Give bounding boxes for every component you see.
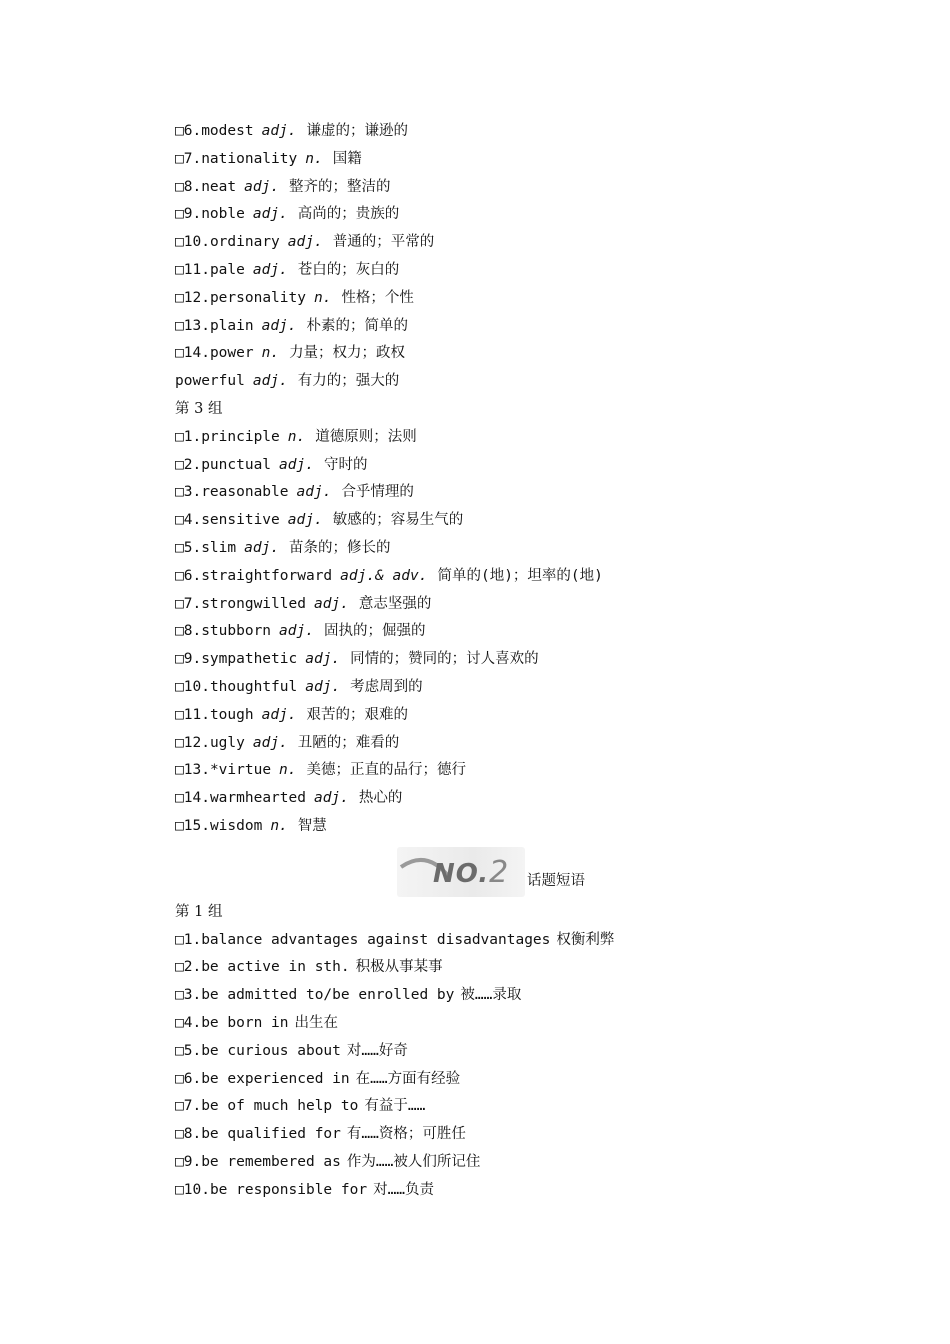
item-number: 1.: [183, 931, 202, 948]
part-of-speech: n.: [270, 817, 288, 834]
vocab-word: wisdom: [209, 817, 263, 834]
checkbox-icon: □: [175, 931, 184, 948]
item-number: 8.: [183, 1126, 202, 1143]
part-of-speech: adj.: [261, 317, 297, 334]
checkbox-icon: □: [175, 706, 184, 723]
meaning: 对……好奇: [346, 1042, 408, 1059]
part-of-speech: adj.: [252, 206, 288, 223]
checkbox-icon: □: [175, 651, 184, 668]
checkbox-icon: □: [175, 261, 184, 278]
phrase-item: [175, 927, 875, 955]
checkbox-icon: □: [175, 987, 184, 1004]
vocab-item: [175, 174, 875, 202]
meaning: 对……负责: [373, 1181, 435, 1198]
checkbox-icon: □: [175, 512, 184, 529]
meaning: 有益于……: [364, 1098, 426, 1115]
meaning: 高尚的；贵族的: [297, 206, 400, 223]
group-title: 第 3 组: [175, 400, 223, 417]
meaning: 性格；个性: [341, 289, 414, 306]
item-number: 11.: [183, 261, 210, 278]
phrase-text: be born in: [201, 1014, 289, 1031]
part-of-speech: adj.: [296, 484, 332, 501]
checkbox-icon: □: [175, 1042, 184, 1059]
checkbox-icon: □: [175, 790, 184, 807]
checkbox-icon: □: [175, 539, 184, 556]
vocab-word: plain: [209, 317, 254, 334]
item-number: 12.: [183, 289, 210, 306]
part-of-speech: adj.: [261, 706, 297, 723]
phrase-text: be responsible for: [209, 1181, 368, 1198]
meaning: 积极从事某事: [355, 959, 443, 976]
item-number: 11.: [183, 706, 210, 723]
vocab-item: [175, 479, 875, 507]
checkbox-icon: □: [175, 817, 184, 834]
item-number: 12.: [183, 734, 210, 751]
vocabulary-list-group2: [175, 118, 875, 396]
checkbox-icon: □: [175, 317, 184, 334]
vocab-item: [175, 424, 875, 452]
item-number: 9.: [183, 206, 202, 223]
vocab-word: power: [209, 345, 254, 362]
vocab-item: [175, 785, 875, 813]
checkbox-icon: □: [175, 595, 184, 612]
meaning: 苍白的；灰白的: [297, 261, 400, 278]
meaning: 艰苦的；艰难的: [306, 706, 409, 723]
meaning: 在……方面有经验: [355, 1070, 461, 1087]
phrase-item: [175, 1149, 875, 1177]
checkbox-icon: □: [175, 1070, 184, 1087]
part-of-speech: n.: [287, 428, 306, 445]
item-number: 1.: [183, 428, 202, 445]
meaning: 美德；正直的品行；德行: [306, 762, 467, 779]
part-of-speech: n.: [305, 150, 323, 167]
phrase-item: [175, 1093, 875, 1121]
part-of-speech: adj.: [261, 123, 297, 139]
checkbox-icon: □: [175, 1098, 184, 1115]
item-number: 2.: [183, 959, 202, 976]
item-number: 10.: [183, 1181, 210, 1198]
checkbox-icon: □: [175, 762, 184, 779]
checkbox-icon: □: [175, 123, 184, 139]
phrase-text: be admitted to/be enrolled by: [201, 987, 455, 1004]
item-number: 9.: [183, 1153, 202, 1170]
item-number: 8.: [183, 623, 202, 640]
item-number: 14.: [183, 790, 210, 807]
meaning: 作为……被人们所记住: [346, 1153, 481, 1170]
vocab-word: ordinary: [209, 234, 280, 251]
checkbox-icon: □: [175, 1181, 184, 1198]
vocab-word: reasonable: [201, 484, 289, 501]
phrase-text: be experienced in: [201, 1070, 350, 1087]
checkbox-icon: □: [175, 234, 184, 251]
meaning: 同情的；赞同的；讨人喜欢的: [350, 651, 539, 668]
checkbox-icon: □: [175, 1014, 184, 1031]
phrase-text: be active in sth.: [201, 959, 350, 976]
vocab-item: [175, 229, 875, 257]
item-number: 6.: [183, 1070, 202, 1087]
meaning: 有力的；强大的: [297, 373, 400, 390]
vocab-word: personality: [209, 289, 306, 306]
vocab-word: modest: [201, 123, 254, 139]
vocab-word: strongwilled: [201, 595, 306, 612]
vocab-word: tough: [209, 706, 254, 723]
vocab-item: [175, 813, 875, 841]
vocab-item: [175, 340, 875, 368]
meaning: 热心的: [358, 790, 403, 807]
meaning: 考虑周到的: [350, 678, 423, 695]
document-page: [175, 118, 875, 1204]
item-number: 7.: [183, 595, 202, 612]
vocabulary-list-group3: [175, 424, 875, 841]
vocab-word: sympathetic: [201, 651, 298, 668]
checkbox-icon: □: [175, 178, 184, 195]
meaning: 丑陋的；难看的: [297, 734, 400, 751]
group-title: 第 1 组: [175, 903, 223, 920]
meaning: 权衡利弊: [556, 931, 615, 948]
meaning: 道德原则；法则: [315, 428, 417, 445]
item-number: 4.: [183, 1014, 202, 1031]
item-number: 13.: [183, 762, 210, 779]
checkbox-icon: □: [175, 345, 184, 362]
phrase-item: [175, 982, 875, 1010]
meaning: 合乎情理的: [341, 484, 414, 501]
phrase-text: be curious about: [201, 1042, 341, 1059]
part-of-speech: adj.: [287, 234, 323, 251]
meaning: 出生在: [294, 1014, 339, 1031]
checkbox-icon: □: [175, 734, 184, 751]
meaning: 智慧: [297, 817, 327, 834]
checkbox-icon: □: [175, 428, 184, 445]
checkbox-icon: □: [175, 1153, 184, 1170]
item-number: 2.: [183, 456, 202, 473]
vocab-item: [175, 257, 875, 285]
meaning: 整齐的；整洁的: [289, 178, 391, 195]
vocab-item: [175, 535, 875, 563]
part-of-speech: adj.: [252, 373, 288, 390]
part-of-speech: adj.: [279, 623, 314, 640]
item-number: 6.: [183, 123, 202, 139]
part-of-speech: adj.: [244, 178, 280, 195]
item-number: 13.: [183, 317, 210, 334]
vocab-item: [175, 452, 875, 480]
item-number: 7.: [183, 150, 202, 167]
meaning: 国籍: [332, 150, 362, 167]
phrase-item: [175, 954, 875, 982]
vocab-item: [175, 563, 875, 591]
vocab-item: [175, 730, 875, 758]
item-number: 10.: [183, 678, 210, 695]
checkbox-icon: □: [175, 289, 184, 306]
meaning: 意志坚强的: [358, 595, 432, 612]
item-number: 5.: [183, 539, 202, 556]
part-of-speech: n.: [279, 762, 297, 779]
vocab-item: [175, 118, 875, 146]
vocab-word: thoughtful: [209, 678, 298, 695]
vocab-item: [175, 146, 875, 174]
vocab-word: ugly: [209, 734, 245, 751]
phrase-item: [175, 1010, 875, 1038]
vocab-item: [175, 591, 875, 619]
vocab-word: nationality: [201, 150, 298, 167]
phrase-item: [175, 1038, 875, 1066]
vocab-word: noble: [201, 206, 245, 223]
vocab-word: stubborn: [201, 623, 272, 640]
section-number-badge: [397, 847, 525, 897]
meaning: 有……资格；可胜任: [346, 1126, 466, 1143]
checkbox-icon: □: [175, 678, 184, 695]
checkbox-icon: □: [175, 959, 184, 976]
checkbox-icon: □: [175, 1126, 184, 1143]
part-of-speech: adj.: [252, 734, 288, 751]
part-of-speech: adj.: [305, 678, 341, 695]
vocab-item: [175, 368, 875, 396]
part-of-speech: adj.& adv.: [340, 567, 428, 584]
section-header: [175, 841, 875, 899]
part-of-speech: adj.: [313, 595, 349, 612]
phrase-item: [175, 1177, 875, 1205]
badge-label: NO.: [433, 858, 490, 889]
phrase-item: [175, 1066, 875, 1094]
vocab-item: [175, 702, 875, 730]
meaning: 力量；权力；政权: [289, 345, 406, 362]
vocab-item: [175, 201, 875, 229]
vocab-word: warmhearted: [209, 790, 306, 807]
vocab-word: straightforward: [201, 567, 333, 584]
vocab-item: [175, 313, 875, 341]
phrase-item: [175, 1121, 875, 1149]
vocab-word: neat: [201, 178, 237, 195]
meaning: 朴素的；简单的: [306, 317, 409, 334]
vocab-item: [175, 674, 875, 702]
vocab-item: [175, 507, 875, 535]
meaning: 普通的；平常的: [332, 234, 435, 251]
part-of-speech: adj.: [279, 456, 314, 473]
part-of-speech: adj.: [287, 512, 323, 529]
vocab-item: [175, 757, 875, 785]
vocab-word: pale: [209, 261, 245, 278]
item-number: 9.: [183, 651, 202, 668]
meaning: 敏感的；容易生气的: [332, 512, 464, 529]
part-of-speech: adj.: [252, 261, 288, 278]
meaning: 守时的: [323, 456, 368, 473]
part-of-speech: n.: [313, 289, 332, 306]
meaning: 被……录取: [460, 987, 522, 1004]
part-of-speech: n.: [261, 345, 280, 362]
meaning: 简单的(地)；坦率的(地): [437, 567, 603, 584]
item-number: 5.: [183, 1042, 202, 1059]
checkbox-icon: □: [175, 150, 184, 167]
vocab-word: sensitive: [201, 512, 280, 529]
item-number: 8.: [183, 178, 202, 195]
item-number: 3.: [183, 484, 202, 501]
section-title: 话题短语: [527, 872, 585, 889]
checkbox-icon: □: [175, 206, 184, 223]
vocab-item: [175, 285, 875, 313]
item-number: 4.: [183, 512, 202, 529]
vocab-word: punctual: [201, 456, 272, 473]
part-of-speech: adj.: [305, 651, 341, 668]
phrase-text: be qualified for: [201, 1126, 341, 1143]
item-number: 3.: [183, 987, 202, 1004]
checkbox-icon: □: [175, 484, 184, 501]
vocab-item: [175, 646, 875, 674]
checkbox-icon: □: [175, 623, 184, 640]
item-number: 14.: [183, 345, 210, 362]
vocab-word: *virtue: [209, 762, 272, 779]
item-number: 15.: [183, 817, 210, 834]
meaning: 固执的；倔强的: [323, 623, 426, 640]
meaning: 苗条的；修长的: [289, 539, 391, 556]
phrase-text: balance advantages against disadvantages: [201, 931, 551, 948]
item-number: 10.: [183, 234, 210, 251]
meaning: 谦虚的；谦逊的: [306, 123, 409, 139]
item-number: 7.: [183, 1098, 202, 1115]
phrase-text: be of much help to: [201, 1098, 359, 1115]
part-of-speech: adj.: [313, 790, 349, 807]
checkbox-icon: □: [175, 456, 184, 473]
badge-number: 2: [489, 854, 510, 890]
vocab-word: powerful: [175, 373, 245, 390]
part-of-speech: adj.: [244, 539, 280, 556]
item-number: 6.: [183, 567, 202, 584]
vocab-item: [175, 618, 875, 646]
phrase-text: be remembered as: [201, 1153, 341, 1170]
checkbox-icon: □: [175, 567, 184, 584]
vocab-word: slim: [201, 539, 237, 556]
vocab-word: principle: [201, 428, 280, 445]
phrase-list-group1: [175, 927, 875, 1205]
